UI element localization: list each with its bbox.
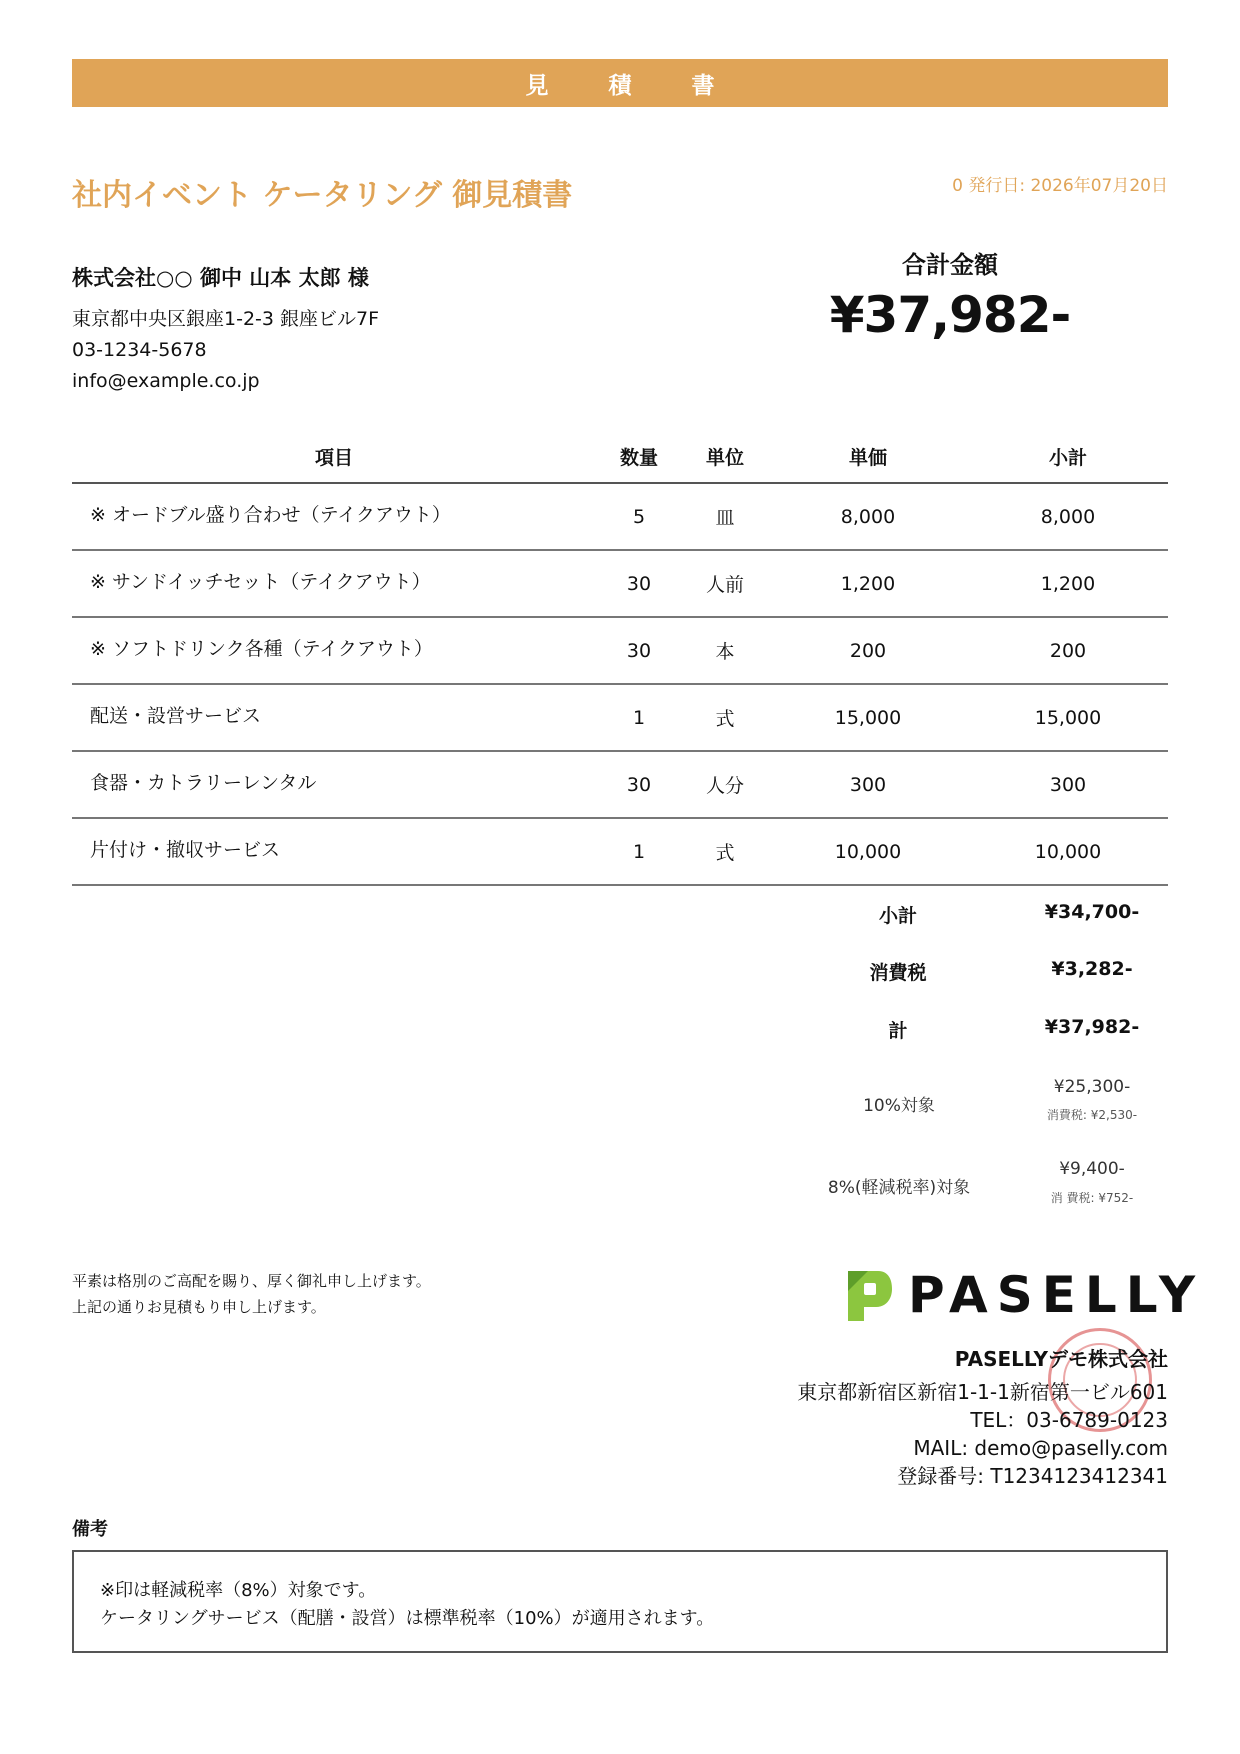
item-unit: 式: [682, 818, 768, 885]
item-quantity: 30: [596, 751, 682, 818]
document-type-banner: 見 積 書: [72, 59, 1168, 107]
subtotal-label: 小計: [878, 905, 917, 927]
item-subtotal: 200: [968, 617, 1168, 684]
column-header-unit: 単位: [682, 430, 768, 483]
column-header-item: 項目: [72, 430, 596, 483]
tax-value: ¥3,282-: [1051, 958, 1133, 980]
item-unit-price: 1,200: [768, 550, 968, 617]
remarks-line: ケータリングサービス（配膳・設営）は標準税率（10%）が適用されます。: [100, 1608, 715, 1629]
grand-total-value: ¥37,982-: [1044, 1016, 1140, 1038]
greeting-line: 上記の通りお見積もり申し上げます。: [72, 1298, 326, 1316]
item-name: ※ ソフトドリンク各種（テイクアウト）: [72, 617, 596, 684]
item-subtotal: 10,000: [968, 818, 1168, 885]
total-amount: ¥37,982-: [829, 286, 1071, 344]
item-unit: 皿: [682, 483, 768, 550]
issue-date: 0 発行日: 2026年07月20日: [952, 176, 1168, 196]
rate10-label: 10%対象: [863, 1096, 935, 1116]
rate10-amount: ¥25,300-: [1053, 1077, 1131, 1097]
rate10-tax: 消費税: ¥2,530-: [1046, 1108, 1138, 1122]
column-header-unit-price: 単価: [768, 430, 968, 483]
rate8-label: 8%(軽減税率)対象: [827, 1178, 971, 1198]
item-quantity: 30: [596, 617, 682, 684]
client-email: info@example.co.jp: [72, 370, 260, 392]
item-name: 配送・設営サービス: [72, 684, 596, 751]
table-row: [72, 751, 1168, 818]
paselly-logo-icon: [838, 1265, 894, 1325]
item-unit-price: 8,000: [768, 483, 968, 550]
item-name: ※ オードブル盛り合わせ（テイクアウト）: [72, 483, 596, 550]
issuer-mail: MAIL: demo@paselly.com: [913, 1436, 1168, 1460]
logo-wordmark: PASELLY: [908, 1266, 1205, 1324]
company-logo: [838, 1265, 1204, 1325]
item-name: 食器・カトラリーレンタル: [72, 751, 596, 818]
remarks-box: [72, 1550, 1168, 1653]
item-unit: 人前: [682, 550, 768, 617]
issuer-registration: 登録番号: T1234123412341: [897, 1464, 1168, 1488]
rate8-amount: ¥9,400-: [1059, 1159, 1125, 1179]
item-unit: 式: [682, 684, 768, 751]
table-row: [72, 818, 1168, 885]
grand-total-label: 計: [888, 1020, 908, 1042]
greeting-text: [72, 1268, 431, 1320]
subtotal-value: ¥34,700-: [1044, 901, 1140, 923]
page-title: 社内イベント ケータリング 御見積書: [72, 178, 573, 213]
item-quantity: 1: [596, 684, 682, 751]
issuer-block: [797, 1343, 1168, 1490]
column-header-subtotal: 小計: [968, 430, 1168, 483]
item-subtotal: 8,000: [968, 483, 1168, 550]
client-block: [72, 262, 379, 397]
item-quantity: 30: [596, 550, 682, 617]
client-address: 東京都中央区銀座1-2-3 銀座ビル7F: [72, 308, 380, 330]
item-unit: 本: [682, 617, 768, 684]
item-quantity: 1: [596, 818, 682, 885]
client-phone: 03-1234-5678: [72, 339, 207, 361]
item-subtotal: 1,200: [968, 550, 1168, 617]
item-quantity: 5: [596, 483, 682, 550]
item-unit-price: 200: [768, 617, 968, 684]
item-subtotal: 300: [968, 751, 1168, 818]
table-row: [72, 617, 1168, 684]
column-header-quantity: 数量: [596, 430, 682, 483]
table-header-row: [72, 430, 1168, 483]
client-name: 株式会社○○ 御中 山本 太郎 様: [72, 266, 369, 290]
remarks-line: ※印は軽減税率（8%）対象です。: [100, 1580, 377, 1601]
table-row: [72, 684, 1168, 751]
tax-label: 消費税: [869, 962, 927, 984]
issuer-name: PASELLYデモ株式会社: [954, 1347, 1168, 1371]
issuer-address: 東京都新宿区新宿1-1-1新宿第一ビル601: [797, 1380, 1168, 1404]
rate8-tax: 消 費税: ¥752-: [1050, 1191, 1134, 1205]
item-unit-price: 300: [768, 751, 968, 818]
item-unit: 人分: [682, 751, 768, 818]
line-items-table: [72, 430, 1168, 886]
item-name: ※ サンドイッチセット（テイクアウト）: [72, 550, 596, 617]
item-subtotal: 15,000: [968, 684, 1168, 751]
total-label: 合計金額: [902, 251, 998, 279]
issuer-tel: TEL：03-6789-0123: [970, 1408, 1168, 1432]
table-row: [72, 550, 1168, 617]
item-name: 片付け・撤収サービス: [72, 818, 596, 885]
greeting-line: 平素は格別のご高配を賜り、厚く御礼申し上げます。: [72, 1272, 431, 1290]
table-row: [72, 483, 1168, 550]
remarks-heading: 備考: [72, 1519, 108, 1540]
item-unit-price: 15,000: [768, 684, 968, 751]
total-amount-box: [800, 245, 1100, 344]
item-unit-price: 10,000: [768, 818, 968, 885]
